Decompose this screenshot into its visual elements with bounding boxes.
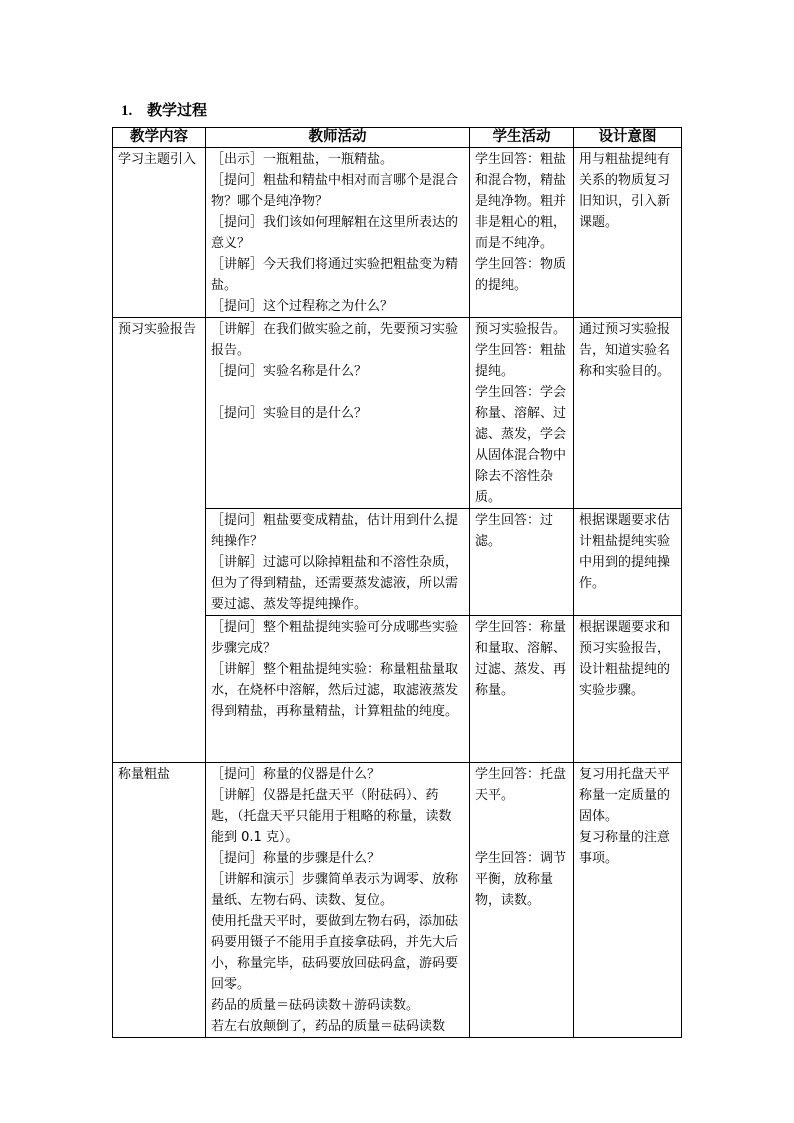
cell-paragraph: 预习实验报告 (118, 322, 197, 337)
cell-paragraph: ［讲解］整个粗盐提纯实验：称量粗盐量取水，在烧杯中溶解，然后过滤，取滤液蒸发得到精盐，再称量精盐，计算粗盐的纯度。 (211, 662, 459, 719)
cell-paragraph: 学生回答：托盘天平。 (475, 767, 567, 803)
cell-intent (574, 763, 682, 1038)
cell-student (470, 318, 574, 509)
header-intent: 设计意图 (574, 128, 682, 148)
cell-teacher (206, 318, 470, 509)
lesson-plan-table (112, 127, 682, 1038)
cell-paragraph: ［出示］一瓶粗盐，一瓶精盐。 (211, 152, 394, 167)
cell-paragraph (475, 806, 568, 827)
cell-paragraph: 称量粗盐 (118, 767, 171, 782)
cell-paragraph: ［讲解］今天我们将通过实验把粗盐变为精盐。 (211, 257, 459, 293)
table-row (113, 318, 682, 509)
cell-paragraph: 复习用托盘天平称量一定质量的固体。 (579, 767, 671, 824)
cell-paragraph: 用与粗盐提纯有关系的物质复习旧知识，引入新课题。 (579, 152, 671, 230)
cell-intent (574, 509, 682, 616)
cell-paragraph: 学生回答：物质的提纯。 (475, 257, 567, 293)
header-student: 学生活动 (470, 128, 574, 148)
cell-paragraph: 学生回答：学会称量、溶解、过滤、蒸发，学会从固体混合物中除去不溶性杂质。 (475, 385, 567, 505)
cell-student (470, 509, 574, 616)
cell-paragraph: ［提问］实验目的是什么？ (211, 406, 368, 421)
cell-paragraph: ［提问］粗盐和精盐中相对而言哪个是混合物？哪个是纯净物？ (211, 173, 459, 209)
cell-teacher (206, 616, 470, 763)
cell-intent (574, 148, 682, 318)
cell-paragraph: 根据课题要求和预习实验报告，设计粗盐提纯的实验步骤。 (579, 620, 671, 698)
cell-paragraph: 根据课题要求估计粗盐提纯实验中用到的提纯操作。 (579, 513, 671, 591)
cell-paragraph: 使用托盘天平时，要做到左物右码，添加砝码要用镊子不能用手直接拿砝码，并先大后小，称量完毕，砝码要放回砝码盒，游码要回零。 (211, 914, 459, 992)
cell-paragraph (211, 382, 464, 403)
cell-paragraph: ［讲解］过滤可以除掉粗盐和不溶性杂质，但为了得到精盐，还需要蒸发滤液，所以需要过滤、蒸发等提纯操作。 (211, 555, 459, 612)
cell-paragraph: 通过预习实验报告，知道实验名称和实验目的。 (579, 322, 671, 379)
header-teacher: 教师活动 (206, 128, 470, 148)
cell-paragraph: 学生回答：过滤。 (475, 513, 554, 549)
header-content: 教学内容 (113, 128, 206, 148)
cell-content (113, 763, 206, 1038)
cell-paragraph: ［提问］整个粗盐提纯实验可分成哪些实验步骤完成？ (211, 620, 459, 656)
cell-intent (574, 616, 682, 763)
cell-paragraph: ［提问］我们该如何理解粗在这里所表达的意义？ (211, 215, 459, 251)
cell-paragraph: ［提问］这个过程称之为什么？ (211, 299, 394, 314)
cell-paragraph: 学生回答：称量和量取、溶解、过滤、蒸发、再称量。 (475, 620, 567, 698)
cell-paragraph: 药品的质量＝砝码读数＋游码读数。 (211, 998, 420, 1013)
table-row (113, 763, 682, 1038)
cell-paragraph: 预习实验报告。 (475, 322, 567, 337)
cell-paragraph: 若左右放颠倒了，药品的质量＝砝码读数 (211, 1019, 446, 1034)
cell-paragraph: ［讲解］仪器是托盘天平（附砝码）、药匙，（托盘天平只能用于粗略的称量，读数能到 0.1 克）。 (211, 788, 452, 845)
cell-content (113, 318, 206, 763)
cell-teacher (206, 148, 470, 318)
section-number: 1. (121, 103, 133, 119)
cell-student (470, 763, 574, 1038)
cell-student (470, 616, 574, 763)
cell-paragraph: 学生回答：粗盐提纯。 (475, 343, 567, 379)
section-heading (121, 99, 207, 120)
header-row (113, 128, 682, 148)
cell-paragraph: 复习称量的注意事项。 (579, 830, 671, 866)
cell-teacher (206, 509, 470, 616)
cell-paragraph: ［提问］粗盐要变成精盐，估计用到什么提纯操作？ (211, 513, 459, 549)
cell-paragraph: 学习主题引入 (118, 152, 197, 167)
section-title: 教学过程 (147, 101, 208, 119)
cell-paragraph (475, 827, 568, 848)
cell-content (113, 148, 206, 318)
cell-paragraph: ［讲解］在我们做实验之前，先要预习实验报告。 (211, 322, 459, 358)
cell-teacher (206, 763, 470, 1038)
cell-paragraph: 学生回答：调节平衡，放称量物，读数。 (475, 851, 567, 908)
cell-paragraph: ［讲解和演示］步骤简单表示为调零、放称量纸、左物右码、读数、复位。 (211, 872, 459, 908)
cell-paragraph: ［提问］实验名称是什么？ (211, 364, 368, 379)
cell-intent (574, 318, 682, 509)
cell-paragraph: ［提问］称量的仪器是什么？ (211, 767, 381, 782)
table-row (113, 148, 682, 318)
cell-paragraph: 学生回答：粗盐和混合物，精盐是纯净物。粗并非是粗心的粗，而是不纯净。 (475, 152, 567, 251)
cell-paragraph: ［提问］称量的步骤是什么？ (211, 851, 381, 866)
cell-student (470, 148, 574, 318)
